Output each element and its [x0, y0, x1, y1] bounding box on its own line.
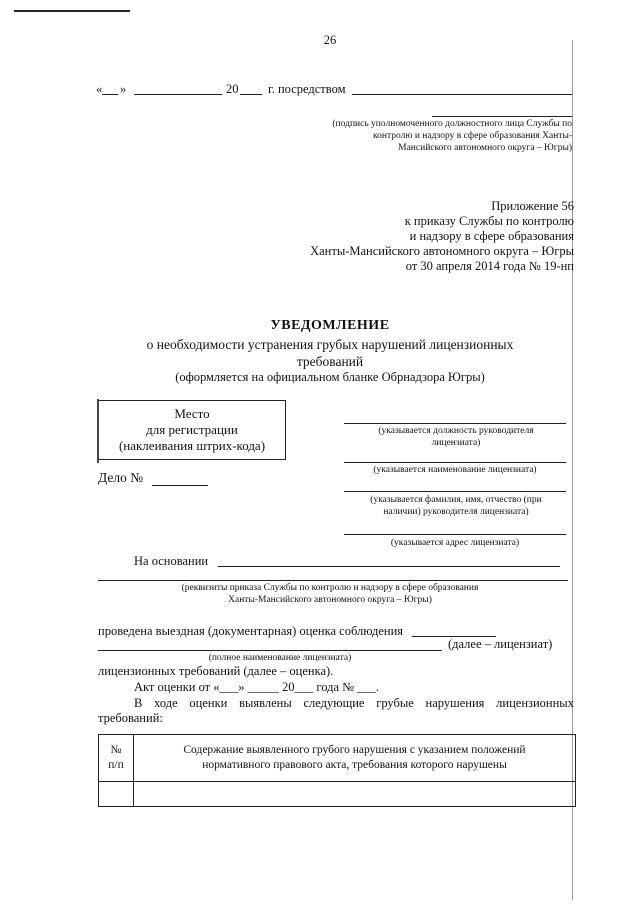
by-means-blank[interactable] [352, 94, 572, 95]
row1-number-cell[interactable] [99, 782, 134, 807]
year-prefix: 20 [226, 82, 239, 96]
col-number-header-line2: п/п [108, 759, 124, 771]
basis-label: На основании [134, 554, 209, 568]
date-open-quote: « [96, 82, 103, 96]
violations-table [98, 734, 576, 807]
violations-word2: ходе [154, 696, 178, 710]
stamp-line1: Место [174, 406, 210, 421]
stamp-line3: (наклеивания штрих-кода) [118, 438, 266, 453]
basis-caption-line2: Ханты-Мансийского автономного округа – Югры) [228, 595, 432, 605]
col-number-header [99, 735, 134, 782]
by-means-label: г. посредством [268, 82, 346, 96]
address-caption: (указывается адрес лицензиата) [390, 538, 520, 548]
appendix-line3: и надзору в сфере образования [409, 229, 574, 243]
barcode-registration-box [98, 400, 286, 460]
stamp-line2: для регистрации [146, 422, 238, 437]
licensee-full-name-field[interactable] [98, 650, 442, 651]
subtitle-line2: требований [296, 354, 364, 369]
requirements-text: лицензионных требований (далее – оценка). [98, 664, 334, 678]
violations-word5: следующие [303, 696, 365, 710]
violations-intro-line2: требований: [98, 711, 163, 725]
appendix-line1: Приложение 56 [491, 199, 574, 213]
violations-word8: лицензионных [496, 696, 574, 710]
table-row [99, 782, 576, 807]
hereinafter-licensee: (далее – лицензиат) [448, 637, 553, 651]
appendix-line5: от 30 апреля 2014 года № 19-нп [405, 259, 574, 273]
appendix-line2: к приказу Службы по контролю [404, 214, 574, 228]
day-blank[interactable] [102, 94, 118, 95]
basis-field[interactable] [218, 566, 560, 567]
blank-note: (оформляется на официальном бланке Обрнадзора Югры) [175, 370, 485, 384]
row1-content-cell[interactable] [134, 782, 576, 807]
signature-caption: (подпись уполномоченного должностного лица Службы по контролю и надзору в сфере образования Ханты-Мансийского автономного округа – Югры) [332, 119, 572, 153]
position-caption: (указывается должность руководителя лицензиата) [378, 426, 534, 448]
signature-line[interactable] [432, 116, 572, 117]
violations-word1: В [134, 696, 143, 710]
violations-word7: нарушения [425, 696, 485, 710]
year-blank[interactable] [240, 94, 262, 95]
month-blank[interactable] [134, 94, 222, 95]
appendix-block [280, 199, 574, 274]
col-content-header: Содержание выявленного грубого нарушения с указанием положений нормативного правового акта, требования которого нарушены [134, 735, 576, 782]
violations-word3: оценки [189, 696, 228, 710]
head-person-caption: (указывается фамилия, имя, отчество (при наличии) руководителя лицензиата) [370, 495, 542, 517]
licensee-name-field[interactable] [344, 462, 566, 463]
act-text: Акт оценки от «___» _____ 20___ года № ___. [134, 680, 380, 694]
basis-field-line2[interactable] [98, 580, 568, 581]
top-left-rule [14, 10, 130, 12]
violations-word6: грубые [376, 696, 414, 710]
violations-word4: выявлены [239, 696, 292, 710]
page-number: 26 [323, 33, 337, 47]
col-number-header-line1: № [110, 744, 122, 756]
licensee-name-caption: (указывается наименование лицензиата) [373, 465, 537, 475]
subtitle-line1: о необходимости устранения грубых нарушений лицензионных [146, 337, 514, 352]
case-number-blank[interactable] [152, 485, 208, 486]
basis-caption [120, 582, 540, 606]
table-header-row [99, 735, 576, 782]
document-title: УВЕДОМЛЕНИЕ [270, 318, 390, 333]
inspection-text: проведена выездная (документарная) оценка соблюдения [98, 624, 404, 638]
position-field[interactable] [344, 423, 566, 424]
address-field[interactable] [344, 534, 566, 535]
document-subtitle [100, 336, 560, 370]
violations-intro [134, 696, 574, 711]
appendix-line4: Ханты-Мансийского автономного округа – Югры [310, 244, 574, 258]
head-person-field[interactable] [344, 491, 566, 492]
licensee-full-name-caption: (полное наименование лицензиата) [208, 653, 352, 663]
date-close-quote: » [120, 82, 127, 96]
case-label: Дело № [98, 470, 144, 485]
basis-caption-line1: (реквизиты приказа Службы по контролю и надзору в сфере образования [181, 583, 479, 593]
